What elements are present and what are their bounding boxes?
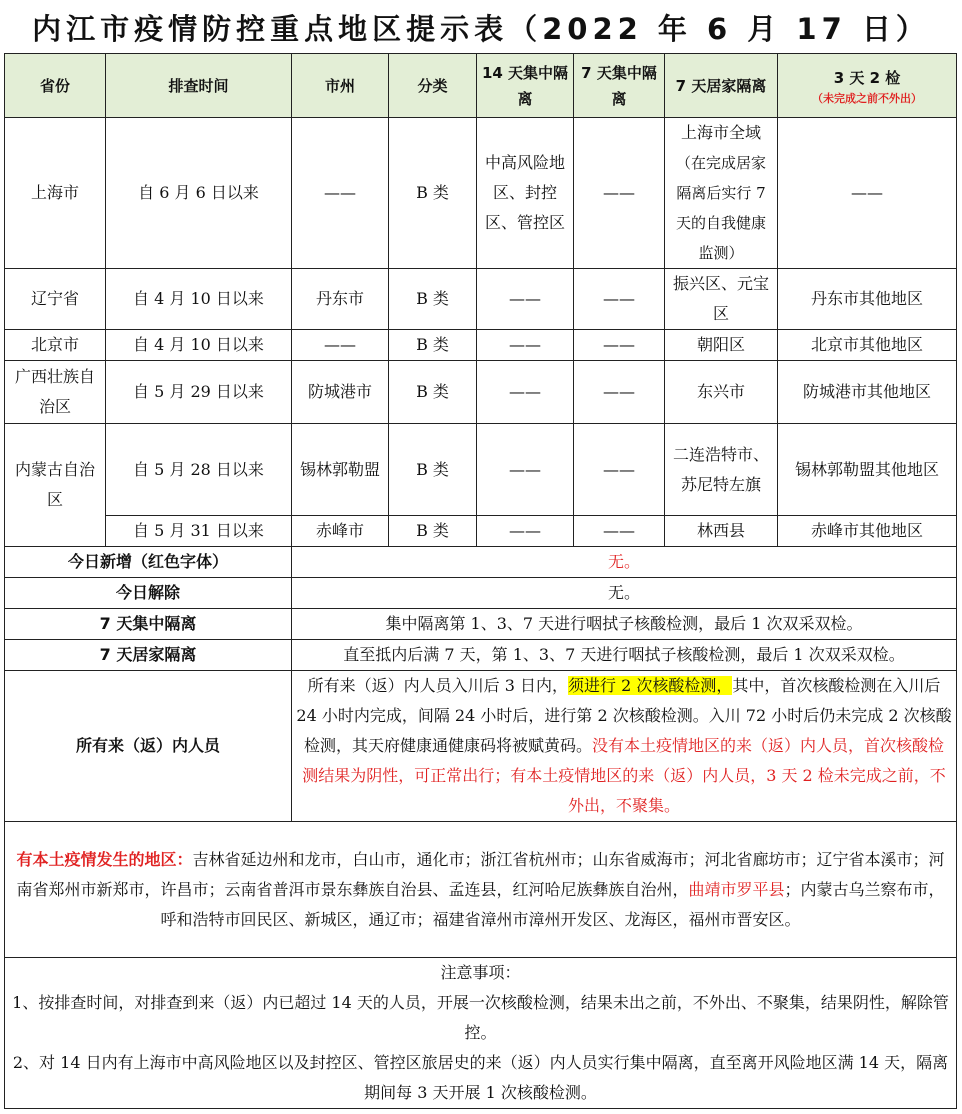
cell-14day-central: —— [477, 330, 574, 361]
cell-7day-central: —— [574, 330, 665, 361]
info-row-7day-home [5, 640, 957, 671]
info-row-all-arrivals [5, 671, 957, 822]
cell-time: 自 4 月 10 日以来 [106, 330, 292, 361]
cell-category: B 类 [389, 269, 477, 330]
header-category: 分类 [389, 54, 477, 118]
regions-label: 有本土疫情发生的地区： [16, 849, 193, 869]
central-7day-value: 集中隔离第 1、3、7 天进行咽拭子核酸检测，最后 1 次双采双检。 [292, 609, 957, 640]
cell-city: 锡林郭勒盟 [292, 424, 389, 516]
header-7day-central: 7 天集中隔离 [574, 54, 665, 118]
key-areas-table [4, 53, 957, 1109]
info-row-7day-central [5, 609, 957, 640]
header-3day-2test-note: （未完成之前不外出） [812, 91, 922, 105]
cell-7day-home-note: （在完成居家隔离后实行 7 天的自我健康监测） [675, 154, 766, 262]
cell-7day-home: 东兴市 [665, 361, 778, 424]
table-row [5, 118, 957, 269]
cell-city: —— [292, 330, 389, 361]
cell-time: 自 6 月 6 日以来 [106, 118, 292, 269]
header-14day-central: 14 天集中隔离 [477, 54, 574, 118]
cell-14day-central: —— [477, 516, 574, 547]
notes-row [5, 958, 957, 1109]
cell-category: B 类 [389, 330, 477, 361]
all-arrivals-p2: 其中，首次核酸检测在入川后 24 小时内完成，间隔 24 小时后，进行第 2 次核酸检测。入川 72 小时后仍未完成 2 次核酸检测，其天府健康通健康码将被赋黄码。 [296, 676, 952, 755]
cell-3day-2test: —— [778, 118, 957, 269]
cell-category: B 类 [389, 516, 477, 547]
all-arrivals-text [292, 671, 957, 822]
cell-14day-central: —— [477, 269, 574, 330]
table-row [5, 424, 957, 516]
cell-province: 内蒙古自治区 [5, 424, 106, 547]
cell-7day-central: —— [574, 118, 665, 269]
regions-red: 曲靖市罗平县 [688, 879, 785, 899]
table-row [5, 516, 957, 547]
cell-7day-home [665, 118, 778, 269]
all-arrivals-label: 所有来（返）内人员 [5, 671, 292, 822]
cell-7day-central: —— [574, 424, 665, 516]
table-row [5, 361, 957, 424]
header-province: 省份 [5, 54, 106, 118]
cell-14day-central: —— [477, 424, 574, 516]
cell-time: 自 5 月 31 日以来 [106, 516, 292, 547]
header-3day-2test [778, 54, 957, 118]
all-arrivals-red: 没有本土疫情地区的来（返）内人员，首次核酸检测结果为阴性，可正常出行；有本土疫情地区的来（返）内人员，3 天 2 检未完成之前，不外出，不聚集。 [302, 736, 946, 815]
lifted-label: 今日解除 [5, 578, 292, 609]
cell-city: 赤峰市 [292, 516, 389, 547]
cell-14day-central: —— [477, 361, 574, 424]
cell-province: 辽宁省 [5, 269, 106, 330]
all-arrivals-highlight: 须进行 2 次核酸检测， [567, 676, 733, 695]
cell-time: 自 5 月 28 日以来 [106, 424, 292, 516]
cell-province: 北京市 [5, 330, 106, 361]
header-time: 排查时间 [106, 54, 292, 118]
cell-7day-central: —— [574, 269, 665, 330]
cell-province: 广西壮族自治区 [5, 361, 106, 424]
regions-part2: ；内蒙古乌兰察布市，呼和浩特市回民区、新城区，通辽市；福建省漳州市漳州开发区、龙海区，福州市晋安区。 [160, 879, 945, 929]
cell-3day-2test: 丹东市其他地区 [778, 269, 957, 330]
page-title: 内江市疫情防控重点地区提示表（2022 年 6 月 17 日） [32, 12, 930, 46]
regions-row [5, 822, 957, 958]
header-city: 市州 [292, 54, 389, 118]
cell-city: 防城港市 [292, 361, 389, 424]
cell-7day-central: —— [574, 516, 665, 547]
cell-7day-central: —— [574, 361, 665, 424]
lifted-value: 无。 [292, 578, 957, 609]
home-7day-label: 7 天居家隔离 [5, 640, 292, 671]
cell-14day-central: 中高风险地区、封控区、管控区 [477, 118, 574, 269]
header-3day-2test-label: 3 天 2 检 [833, 68, 901, 87]
cell-7day-home: 朝阳区 [665, 330, 778, 361]
notes-text [5, 958, 957, 1109]
table-row [5, 269, 957, 330]
cell-3day-2test: 赤峰市其他地区 [778, 516, 957, 547]
cell-city: 丹东市 [292, 269, 389, 330]
notes-item-2: 2、对 14 日内有上海市中高风险地区以及封控区、管控区旅居史的来（返）内人员实行集中隔离，直至离开风险地区满 14 天，隔离期间每 3 天开展 1 次核酸检测。 [12, 1053, 949, 1102]
regions-part1: 吉林省延边州和龙市，白山市，通化市；浙江省杭州市；山东省威海市；河北省廊坊市；辽宁省本溪市；河南省郑州市新郑市，许昌市；云南省普洱市景东彝族自治县、孟连县，红河哈尼族彝族自治州， [16, 849, 945, 899]
new-value: 无。 [292, 547, 957, 578]
notes-title: 注意事项： [440, 963, 521, 982]
cell-3day-2test: 防城港市其他地区 [778, 361, 957, 424]
info-row-new [5, 547, 957, 578]
central-7day-label: 7 天集中隔离 [5, 609, 292, 640]
table-row [5, 330, 957, 361]
cell-7day-home: 林西县 [665, 516, 778, 547]
all-arrivals-p1: 所有来（返）内人员入川后 3 日内， [307, 676, 568, 695]
cell-7day-home-area: 上海市全域 [680, 123, 761, 142]
home-7day-value: 直至抵内后满 7 天，第 1、3、7 天进行咽拭子核酸检测，最后 1 次双采双检。 [292, 640, 957, 671]
cell-province: 上海市 [5, 118, 106, 269]
header-7day-home: 7 天居家隔离 [665, 54, 778, 118]
table-header-row [5, 54, 957, 118]
cell-3day-2test: 锡林郭勒盟其他地区 [778, 424, 957, 516]
new-label: 今日新增（红色字体） [5, 547, 292, 578]
cell-category: B 类 [389, 424, 477, 516]
cell-7day-home: 二连浩特市、苏尼特左旗 [665, 424, 778, 516]
cell-time: 自 4 月 10 日以来 [106, 269, 292, 330]
regions-text [5, 822, 957, 958]
cell-city: —— [292, 118, 389, 269]
cell-category: B 类 [389, 118, 477, 269]
notes-item-1: 1、按排查时间，对排查到来（返）内已超过 14 天的人员，开展一次核酸检测，结果未出之前，不外出、不聚集，结果阴性，解除管控。 [12, 993, 949, 1042]
cell-time: 自 5 月 29 日以来 [106, 361, 292, 424]
cell-7day-home: 振兴区、元宝区 [665, 269, 778, 330]
info-row-lifted [5, 578, 957, 609]
cell-3day-2test: 北京市其他地区 [778, 330, 957, 361]
cell-category: B 类 [389, 361, 477, 424]
